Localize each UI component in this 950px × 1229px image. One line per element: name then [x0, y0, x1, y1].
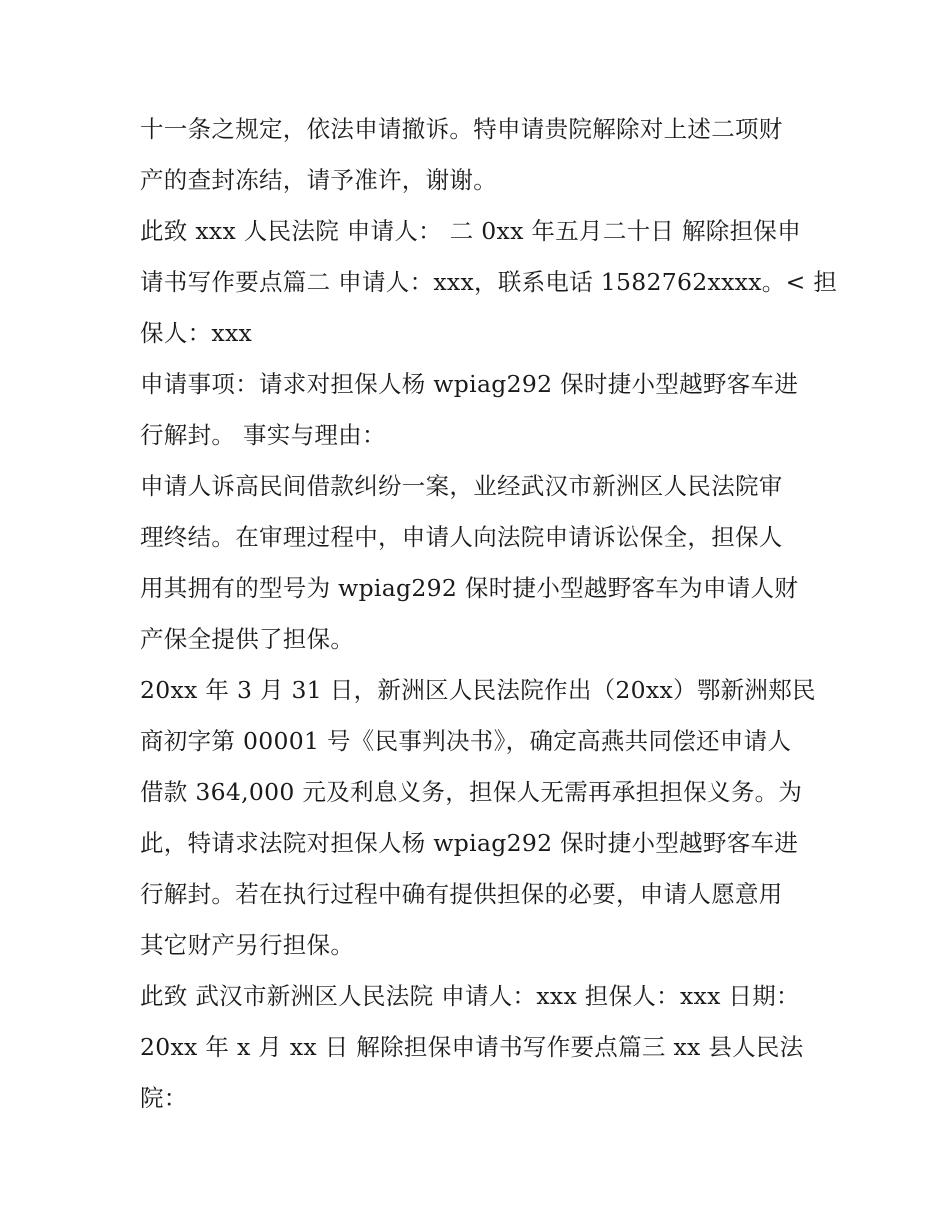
text-line: 产保全提供了担保。: [140, 625, 355, 653]
text-line: 用其拥有的型号为 wpiag292 保时捷小型越野客车为申请人财: [140, 574, 799, 602]
text-line: 此致 xxx 人民法院 申请人： 二 0xx 年五月二十日 解除担保申: [140, 217, 802, 245]
text-line: 产的查封冻结，请予准许，谢谢。: [140, 166, 497, 194]
text-line: 院：: [140, 1084, 188, 1112]
text-line: 申请事项：请求对担保人杨 wpiag292 保时捷小型越野客车进: [140, 370, 799, 398]
text-line: 商初字第 00001 号《民事判决书》，确定高燕共同偿还申请人: [140, 727, 792, 755]
document-body: [140, 104, 838, 1124]
text-line: 十一条之规定，依法申请撤诉。特申请贵院解除对上述二项财: [140, 115, 783, 143]
text-line: 保人：xxx: [140, 319, 253, 347]
text-line: 此致 武汉市新洲区人民法院 申请人：xxx 担保人：xxx 日期：: [140, 982, 800, 1010]
text-line: 其它财产另行担保。: [140, 931, 355, 959]
text-line: 此，特请求法院对担保人杨 wpiag292 保时捷小型越野客车进: [140, 829, 799, 857]
text-line: 20xx 年 x 月 xx 日 解除担保申请书写作要点篇三 xx 县人民法: [140, 1033, 804, 1061]
text-line: 行解封。 事实与理由：: [140, 421, 386, 449]
text-line: 理终结。在审理过程中，申请人向法院申请诉讼保全，担保人: [140, 523, 783, 551]
text-line: 请书写作要点篇二 申请人：xxx，联系电话 1582762xxxx。< 担: [140, 268, 838, 296]
text-line: 申请人诉高民间借款纠纷一案，业经武汉市新洲区人民法院审: [140, 472, 783, 500]
text-line: 借款 364,000 元及利息义务，担保人无需再承担担保义务。为: [140, 778, 803, 806]
text-line: 行解封。若在执行过程中确有提供担保的必要，申请人愿意用: [140, 880, 783, 908]
text-line: 20xx 年 3 月 31 日，新洲区人民法院作出（20xx）鄂新洲郏民: [140, 676, 816, 704]
